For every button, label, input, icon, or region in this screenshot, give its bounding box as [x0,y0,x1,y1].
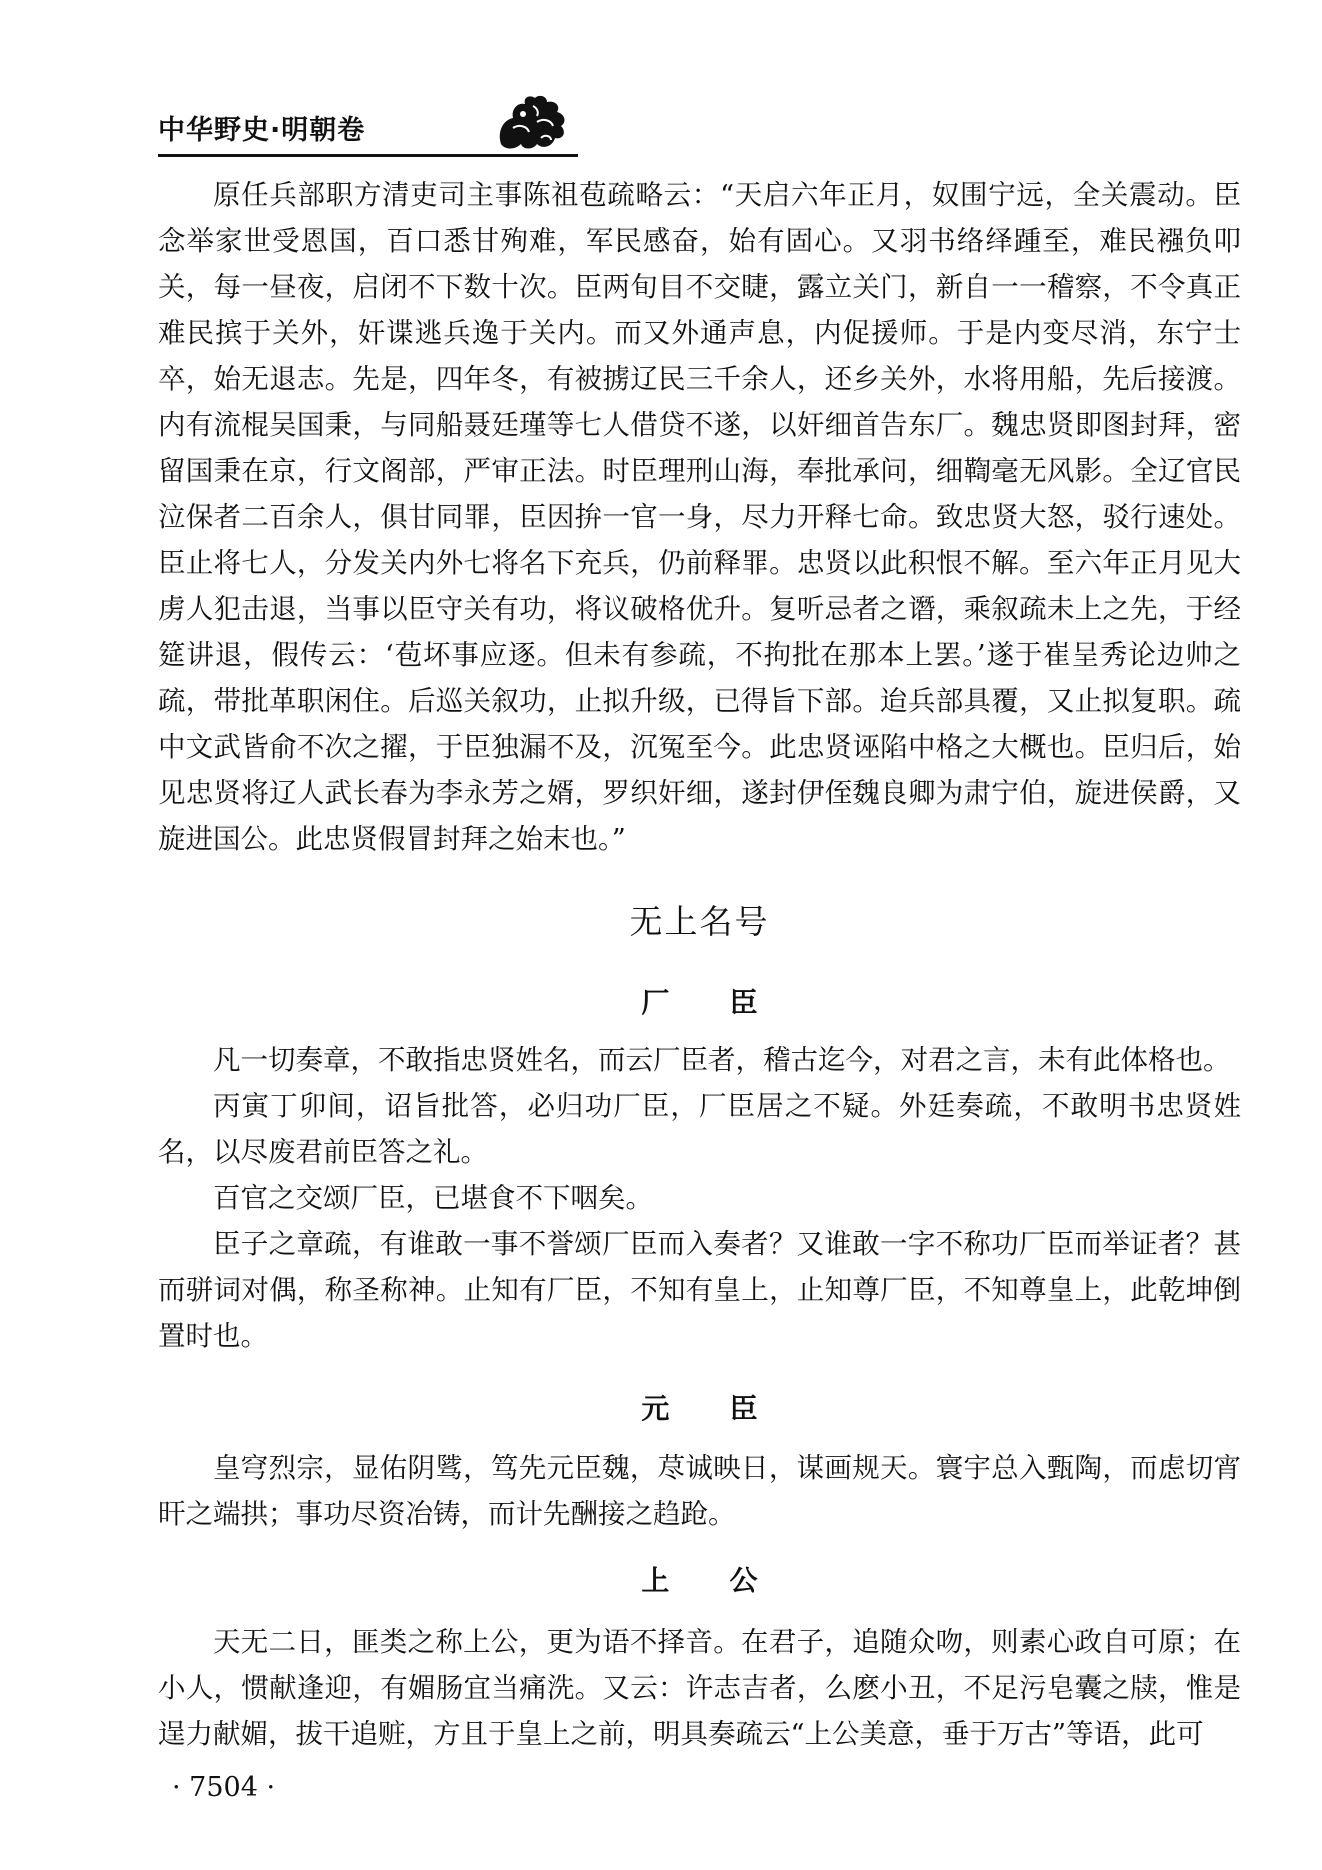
book-title: 中华野史·明朝卷 [158,115,366,146]
page-body [158,172,1241,1757]
section-title: 无上名号 [629,902,770,941]
subsection-title-shanggong: 上 公 [641,1564,783,1597]
paragraph: 凡一切奏章，不敢指忠贤姓名，而云厂臣者，稽古迄今，对君之言，未有此体格也。 [213,1044,1231,1076]
paragraph: 百官之交颂厂臣，已堪食不下咽矣。 [213,1182,653,1214]
subsection-title-yuanchen: 元 臣 [641,1392,783,1425]
paragraph: 丙寅丁卯间，诏旨批答，必归功厂臣，厂臣居之不疑。外廷奏疏，不敢明书忠贤姓名，以尽废君前臣答之礼。 [158,1090,1241,1168]
paragraph: 天无二日，匪类之称上公，更为语不择音。在君子，追随众吻，则素心政自可原；在小人，惯献逢迎，有媚肠宜当痛洗。又云：许志吉者，么麽小丑，不足污皂囊之牍，惟是逞力献媚，拔干追赃，方且于皇上之前，明具奏疏云“上公美意，垂于万古”等语，此可 [158,1626,1241,1750]
header-rule [158,154,578,157]
running-header [158,98,576,154]
page-number: · 7504 · [172,1772,276,1803]
paragraph: 皇穹烈宗，显佑阴骘，笃先元臣魏，荩诚映日，谋画规天。寰宇总入甄陶，而虑切宵旰之端拱；事功尽资冶铸，而计先酬接之趋跄。 [158,1452,1241,1530]
paragraph: 臣子之章疏，有谁敢一事不誉颂厂臣而入奏者？又谁敢一字不称功厂臣而举证者？甚而骈词对偶，称圣称神。止知有厂臣，不知有皇上，止知尊厂臣，不知尊皇上，此乾坤倒置时也。 [158,1228,1241,1352]
intro-paragraph: 原任兵部职方清吏司主事陈祖苞疏略云：“天启六年正月，奴围宁远，全关震动。臣念举家世受恩国，百口悉甘殉难，军民感奋，始有固心。又羽书络绎踵至，难民襁负叩关，每一昼夜，启闭不下数十次。臣两旬目不交睫，露立关门，新自一一稽察，不令真正难民摈于关外，奸谍逃兵逸于关内。而又外通声息，内促援师。于是内变尽消，东宁士卒，始无退志。先是，四年冬，有被掳辽民三千余人，还乡关外，水将用船，先后接渡。内有流棍吴国秉，与同船聂廷瑾等七人借贷不遂，以奸细首告东厂。魏忠贤即图封拜，密留国秉在京，行文阁部，严审正法。时臣理刑山海，奉批承问，细鞫毫无风影。全辽官民泣保者二百余人，俱甘同罪，臣因拚一官一身，尽力开释七命。致忠贤大怒，驳行速处。臣止将七人，分发关内外七将名下充兵，仍前释罪。忠贤以此积恨不解。至六年正月见大虏人犯击退，当事以臣守关有功，将议破格优升。复听忌者之谮，乘叙疏未上之先，于经筵讲退，假传云：‘苞坏事应逐。但未有参疏，不拘批在那本上罢。’遂于崔呈秀论边帅之疏，带批革职闲住。后巡关叙功，止拟升级，已得旨下部。迨兵部具覆，又止拟复职。疏中文武皆俞不次之擢，于臣独漏不及，沉冤至今。此忠贤诬陷中格之大概也。臣归后，始见忠贤将辽人武长春为李永芳之婿，罗织奸细，遂封伊侄魏良卿为肃宁伯，旋进侯爵，又旋进国公。此忠贤假冒封拜之始末也。” [158,179,1241,855]
dragon-emblem-icon [493,92,571,154]
subsection-title-changchen: 厂 臣 [641,986,783,1019]
